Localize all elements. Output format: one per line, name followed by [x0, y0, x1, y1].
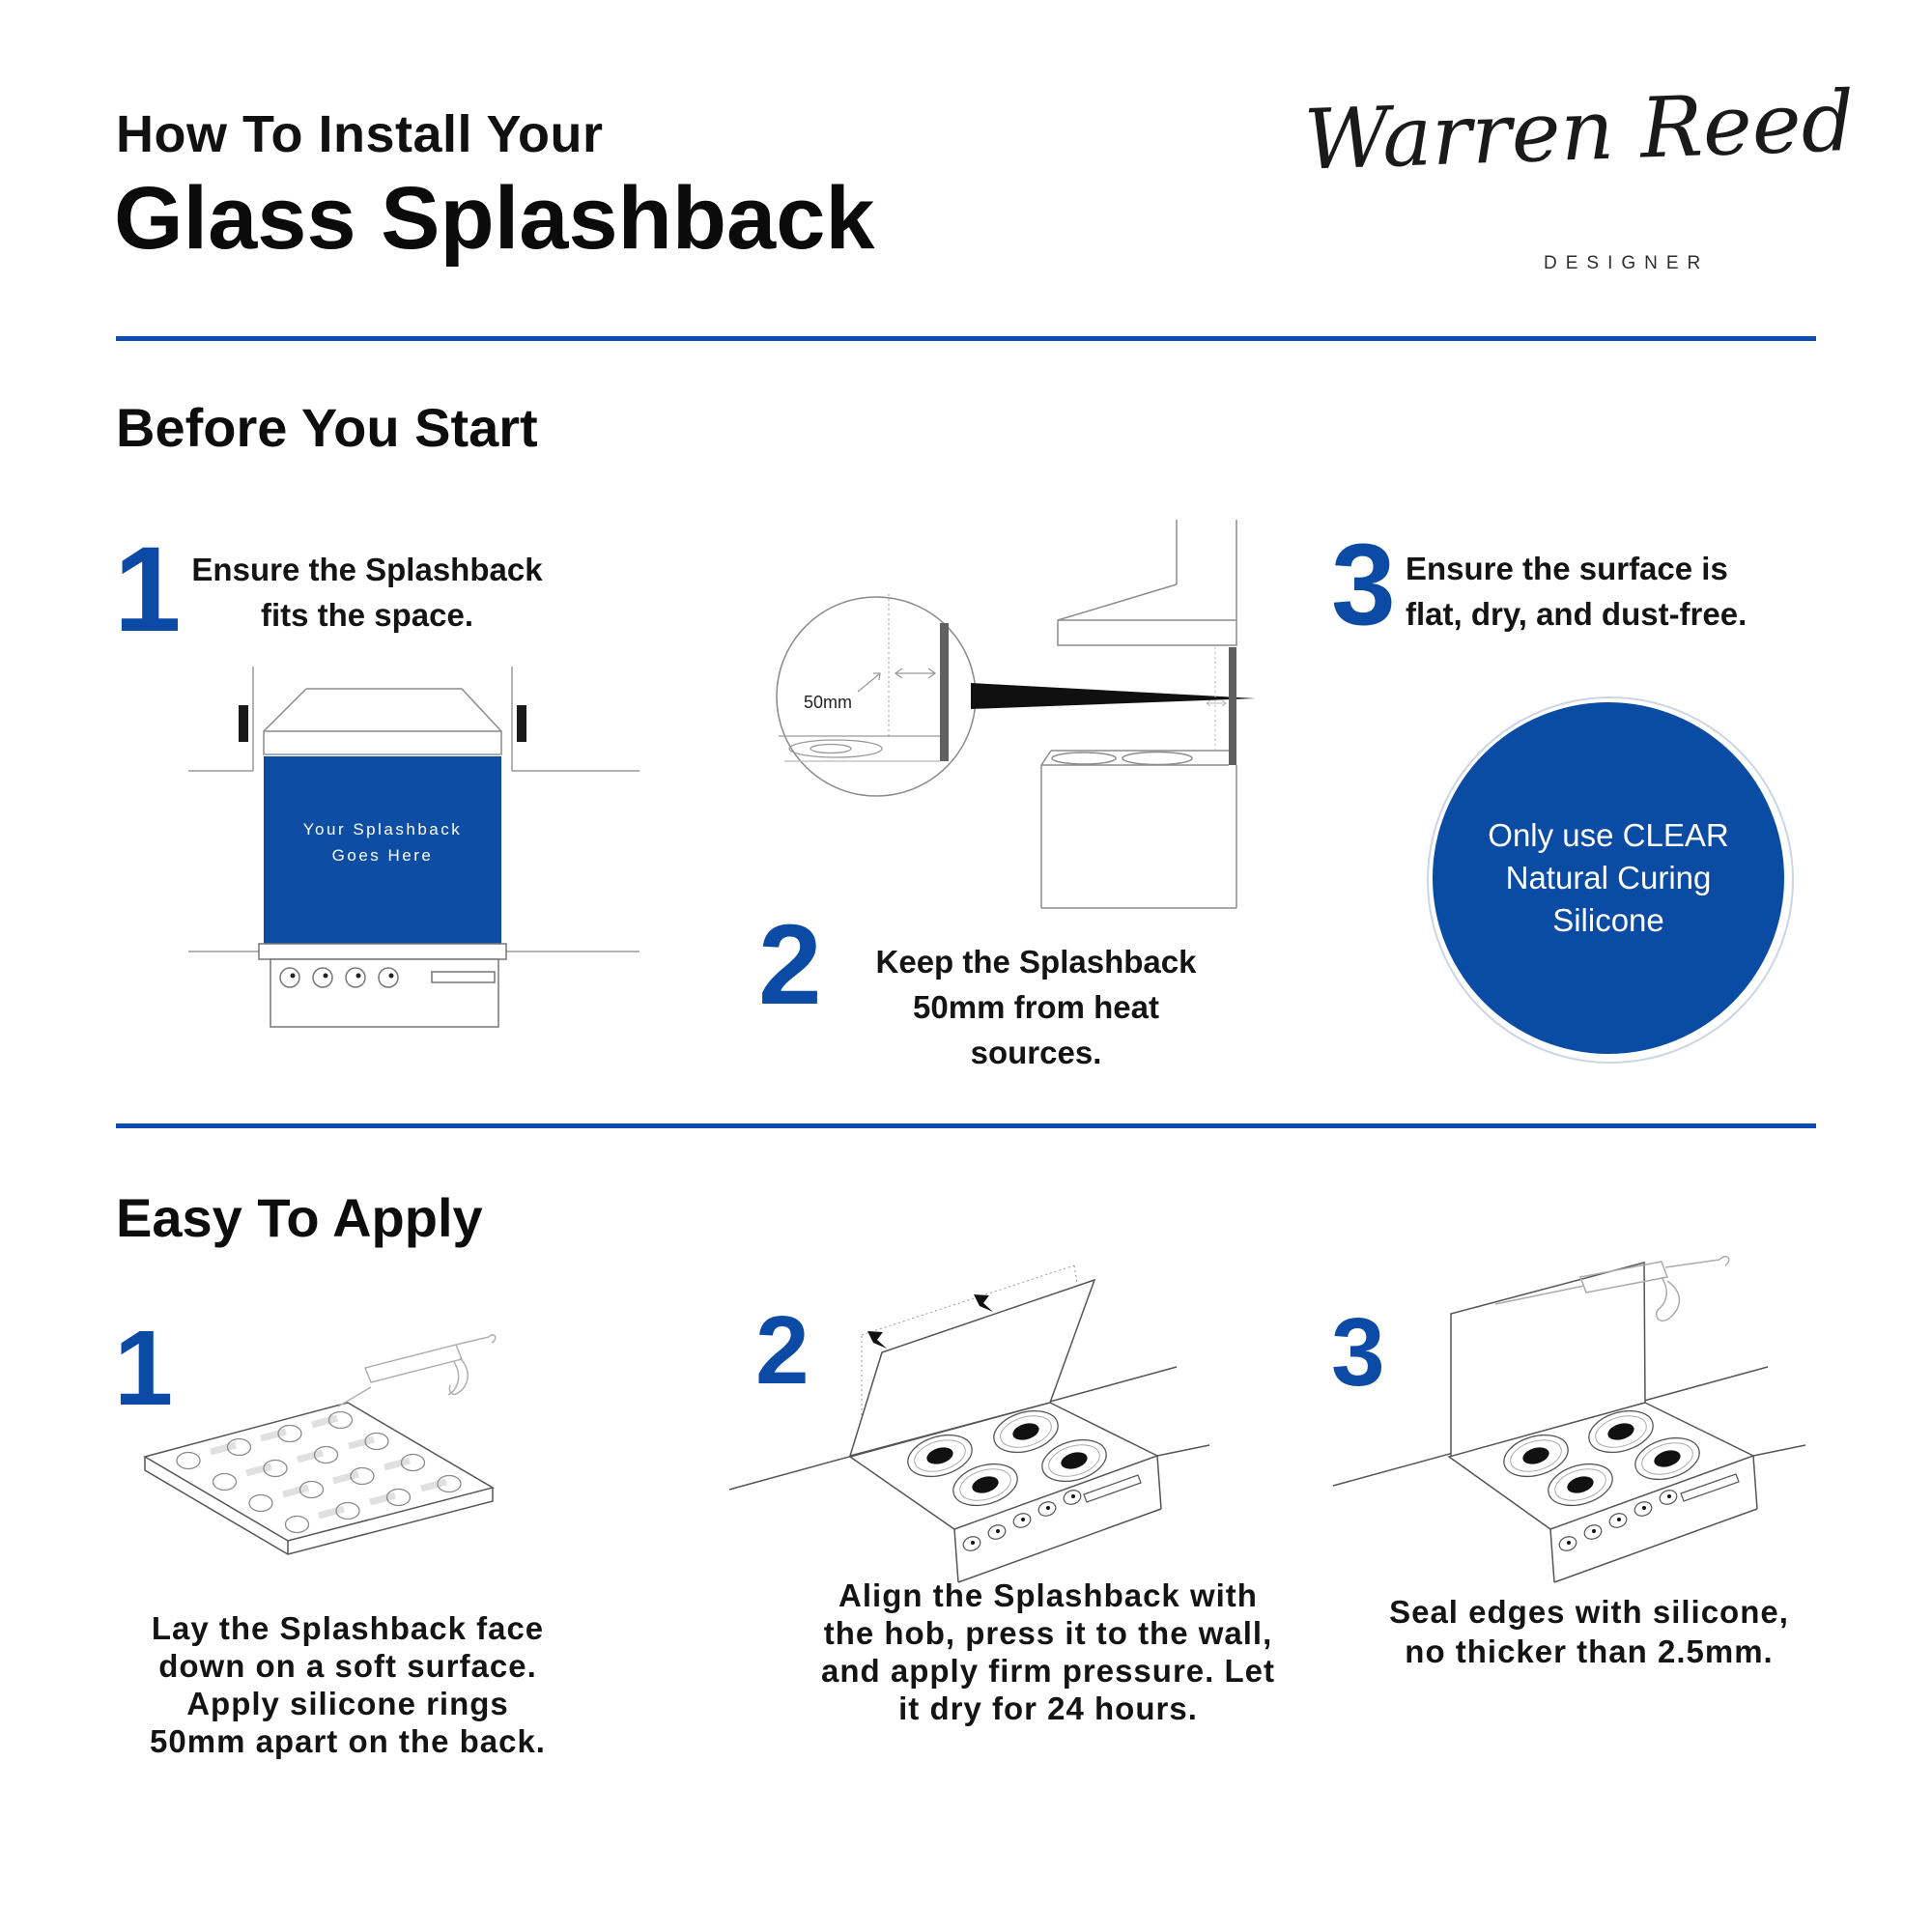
clearance-measure-label: 50mm: [804, 693, 853, 712]
before-step1-number: 1: [114, 523, 182, 657]
apply-step1-line2: down on a soft surface.: [158, 1648, 537, 1684]
logo-signature-text: Warren Reed: [1302, 72, 1857, 189]
before-step3-line2: flat, dry, and dust-free.: [1406, 596, 1747, 632]
apply-step1-caption: [97, 1609, 599, 1760]
badge-line1: Only use CLEAR: [1488, 817, 1729, 853]
before-step3-text: [1406, 546, 1831, 637]
page-title-line1: How To Install Your: [116, 105, 604, 163]
apply-step3-number: 3: [1331, 1298, 1385, 1406]
section-divider-middle: [116, 1123, 1816, 1128]
before-step2-line3: sources.: [970, 1035, 1102, 1070]
before-step1-line2: fits the space.: [260, 597, 474, 633]
soft-surface-dashes: [211, 1418, 446, 1516]
apply-step2-line3: and apply firm pressure. Let: [821, 1653, 1275, 1689]
splashback-panel-label-line2: Goes Here: [331, 846, 434, 865]
clearance-diagram-illustration: [744, 502, 1285, 927]
apply-step2-line2: the hob, press it to the wall,: [823, 1615, 1273, 1651]
before-step2-line1: Keep the Splashback: [875, 944, 1197, 980]
before-step2-line2: 50mm from heat: [913, 989, 1159, 1025]
before-step2-text: [850, 939, 1222, 1075]
splashback-side-bar: [1229, 647, 1236, 765]
apply-step1-number: 1: [114, 1309, 174, 1428]
splashback-panel-label-line1: Your Splashback: [302, 820, 463, 838]
apply-step3-line2: no thicker than 2.5mm.: [1405, 1634, 1774, 1669]
brand-logo: [1294, 72, 1857, 309]
cooker-hood-icon: [264, 689, 501, 754]
cabinet-handle-left-icon: [239, 705, 248, 742]
badge-line3: Silicone: [1552, 902, 1664, 938]
seal-illustration: [1314, 1256, 1874, 1797]
apply-step2-number: 2: [755, 1296, 810, 1405]
splashback-edge-bar: [940, 623, 949, 761]
apply-step1-line3: Apply silicone rings: [186, 1686, 509, 1721]
fit-diagram-illustration: [145, 667, 686, 1092]
before-step3-number: 3: [1331, 520, 1396, 649]
page-title-line2: Glass Splashback: [114, 169, 875, 268]
section-heading-apply: Easy To Apply: [116, 1187, 483, 1248]
section-divider-top: [116, 336, 1816, 341]
press-arrow-icon: [867, 1331, 887, 1349]
caulk-gun-icon: [338, 1335, 496, 1406]
silicone-badge: [1433, 702, 1784, 1054]
apply-step3-caption: [1352, 1592, 1826, 1671]
before-step2-number: 2: [758, 901, 822, 1029]
apply-step1-line1: Lay the Splashback face: [151, 1610, 545, 1646]
before-step3-line1: Ensure the surface is: [1406, 551, 1728, 586]
before-step1-line1: Ensure the Splashback: [191, 552, 543, 587]
cabinet-handle-right-icon: [517, 705, 526, 742]
apply-step3-line1: Seal edges with silicone,: [1389, 1594, 1789, 1630]
apply-step2-line1: Align the Splashback with: [838, 1577, 1258, 1613]
press-arrow-icon: [974, 1294, 993, 1312]
apply-step2-caption: [792, 1577, 1304, 1727]
badge-line2: Natural Curing: [1505, 860, 1712, 895]
section-heading-before: Before You Start: [116, 397, 538, 458]
apply-step2-line4: it dry for 24 hours.: [898, 1690, 1198, 1726]
hood-and-cooker-icon: [1041, 520, 1236, 908]
cooker-icon: [259, 944, 506, 1027]
callout-pointer-icon: [971, 683, 1256, 709]
apply-step1-line4: 50mm apart on the back.: [150, 1723, 546, 1759]
before-step1-text: [174, 547, 560, 638]
logo-caption: DESIGNER: [1544, 253, 1710, 273]
